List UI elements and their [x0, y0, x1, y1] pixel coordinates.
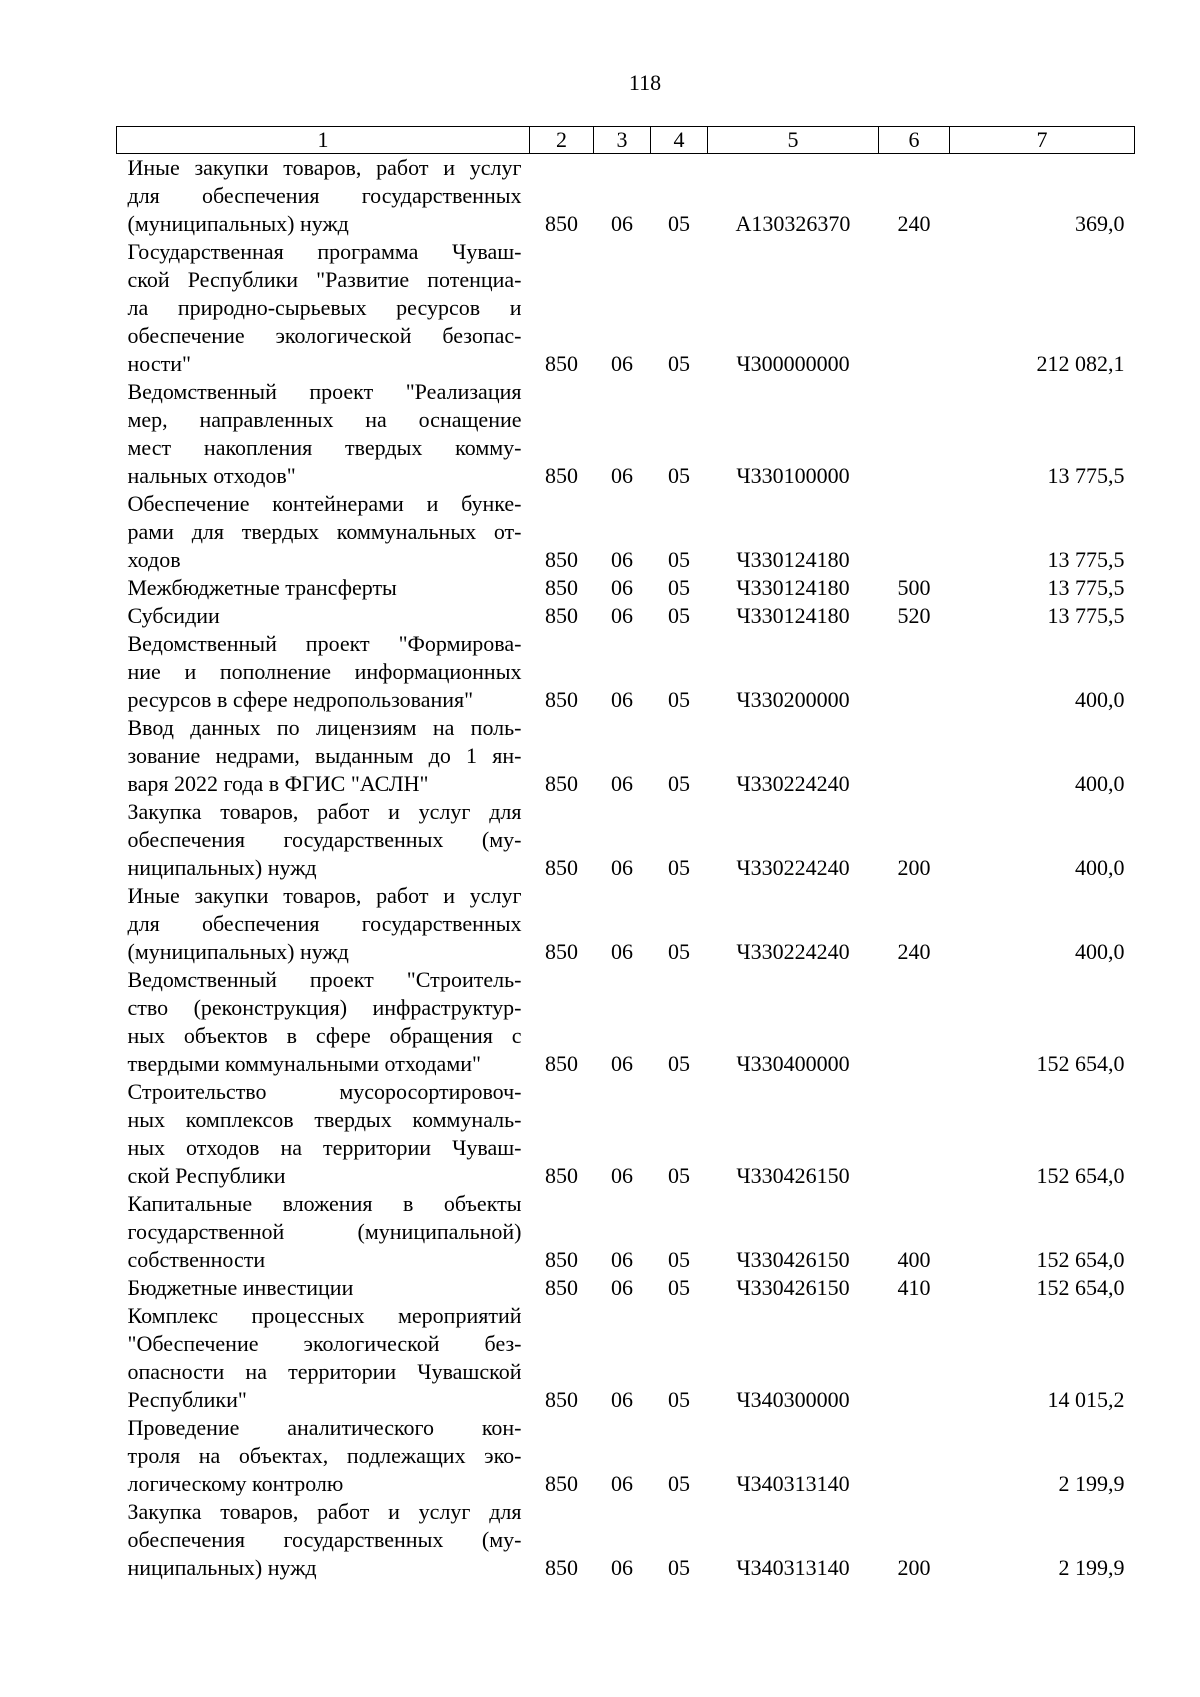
row-col-7-cell: 152 654,0	[1036, 1051, 1125, 1076]
row-col-6-cell	[879, 378, 950, 490]
row-col-6-cell: 240	[897, 939, 931, 964]
row-col-2-cell: 850	[545, 603, 578, 628]
row-col-5-cell: Ч330124180	[736, 603, 850, 628]
row-name-line: ных отходов на территории Чуваш-	[127, 1135, 522, 1160]
row-col-6-cell: 400	[897, 1247, 931, 1272]
row-col-3-cell: 06	[611, 687, 633, 712]
row-col-7-cell: 13 775,5	[1047, 603, 1125, 628]
header-cell-5: 5	[708, 127, 879, 154]
row-col-4-cell: 05	[668, 211, 690, 236]
row-col-4-cell: 05	[668, 1051, 690, 1076]
row-name-line: Комплекс процессных мероприятий	[127, 1303, 522, 1328]
row-col-2-cell: 850	[545, 1247, 578, 1272]
header-cell-1: 1	[117, 127, 530, 154]
row-name-line: Закупка товаров, работ и услуг для	[127, 1499, 522, 1524]
row-name-line: ресурсов в сфере недропользования"	[127, 687, 474, 712]
row-name-line: мест накопления твердых комму-	[127, 435, 522, 460]
row-name-line: варя 2022 года в ФГИС "АСЛН"	[127, 771, 429, 796]
row-col-3-cell: 06	[611, 1471, 633, 1496]
header-cell-7: 7	[950, 127, 1135, 154]
row-col-5-cell: Ч330124180	[736, 547, 850, 572]
row-col-6-cell: 200	[897, 1555, 931, 1580]
row-col-3-cell: 06	[611, 351, 633, 376]
row-name-line: Иные закупки товаров, работ и услуг	[127, 155, 522, 180]
table-body	[117, 154, 1135, 1583]
row-name-line: для обеспечения государственных	[127, 183, 522, 208]
row-col-7-cell: 212 082,1	[1036, 351, 1125, 376]
row-name-cell	[117, 1078, 530, 1190]
row-name-line: ние и пополнение информационных	[127, 659, 522, 684]
row-name-line: Обеспечение контейнерами и бунке-	[127, 491, 522, 516]
row-col-6-cell	[879, 714, 950, 798]
row-col-2-cell: 850	[545, 547, 578, 572]
row-name-line: ности"	[127, 351, 191, 376]
row-col-5-cell: Ч330224240	[736, 939, 850, 964]
row-col-5-cell: Ч330400000	[736, 1051, 850, 1076]
budget-table	[116, 126, 1135, 1582]
row-name-line: Межбюджетные трансферты	[127, 575, 397, 600]
table-row	[117, 1302, 1135, 1414]
row-name-line: для обеспечения государственных	[127, 911, 522, 936]
row-col-5-cell: Ч330426150	[736, 1163, 850, 1188]
table-row	[117, 602, 1135, 630]
row-name-line: Иные закупки товаров, работ и услуг	[127, 883, 522, 908]
row-name-cell	[117, 1302, 530, 1414]
row-name-line: Капитальные вложения в объекты	[127, 1191, 522, 1216]
row-name-line: обеспечения государственных (му-	[127, 1527, 522, 1552]
row-col-6-cell	[879, 1078, 950, 1190]
row-name-line: троля на объектах, подлежащих эко-	[127, 1443, 522, 1468]
row-col-3-cell: 06	[611, 547, 633, 572]
row-col-7-cell: 13 775,5	[1047, 547, 1125, 572]
row-col-4-cell: 05	[668, 771, 690, 796]
row-name-cell	[117, 1274, 530, 1302]
table-row	[117, 882, 1135, 966]
row-name-line: государственной (муниципальной)	[127, 1219, 522, 1244]
row-col-6-cell: 410	[897, 1275, 931, 1300]
row-name-line: Государственная программа Чуваш-	[127, 239, 522, 264]
row-col-2-cell: 850	[545, 1555, 578, 1580]
row-name-line: ство (реконструкция) инфраструктур-	[127, 995, 522, 1020]
table-row	[117, 378, 1135, 490]
row-name-line: обеспечения государственных (му-	[127, 827, 522, 852]
row-col-2-cell: 850	[545, 771, 578, 796]
row-name-line: мер, направленных на оснащение	[127, 407, 522, 432]
row-name-line: обеспечение экологической безопас-	[127, 323, 522, 348]
row-name-cell	[117, 714, 530, 798]
row-col-4-cell: 05	[668, 1275, 690, 1300]
header-cell-6: 6	[879, 127, 950, 154]
row-col-2-cell: 850	[545, 1387, 578, 1412]
row-col-7-cell: 152 654,0	[1036, 1163, 1125, 1188]
row-col-2-cell: 850	[545, 1275, 578, 1300]
row-name-line: ской Республики "Развитие потенциа-	[127, 267, 522, 292]
row-col-2-cell: 850	[545, 575, 578, 600]
row-name-cell	[117, 574, 530, 602]
row-col-3-cell: 06	[611, 771, 633, 796]
table-header	[117, 127, 1135, 154]
row-col-2-cell: 850	[545, 211, 578, 236]
row-col-4-cell: 05	[668, 547, 690, 572]
row-name-cell	[117, 154, 530, 239]
row-col-5-cell: Ч300000000	[736, 351, 850, 376]
row-col-2-cell: 850	[545, 351, 578, 376]
row-name-line: ходов	[127, 547, 181, 572]
row-col-2-cell: 850	[545, 463, 578, 488]
row-col-5-cell: Ч330100000	[736, 463, 850, 488]
row-col-5-cell: Ч330224240	[736, 855, 850, 880]
row-col-7-cell: 13 775,5	[1047, 575, 1125, 600]
table-row	[117, 798, 1135, 882]
row-col-7-cell: 152 654,0	[1036, 1275, 1125, 1300]
row-col-3-cell: 06	[611, 575, 633, 600]
table-row	[117, 1078, 1135, 1190]
row-col-4-cell: 05	[668, 1387, 690, 1412]
row-col-7-cell: 400,0	[1075, 771, 1125, 796]
row-col-3-cell: 06	[611, 603, 633, 628]
row-col-7-cell: 400,0	[1075, 855, 1125, 880]
row-name-cell	[117, 1190, 530, 1274]
row-col-5-cell: Ч330426150	[736, 1247, 850, 1272]
row-col-4-cell: 05	[668, 1163, 690, 1188]
row-name-cell	[117, 882, 530, 966]
row-col-6-cell	[879, 630, 950, 714]
row-name-cell	[117, 602, 530, 630]
row-name-line: Строительство мусоросортировоч-	[127, 1079, 522, 1104]
table-row	[117, 154, 1135, 239]
row-col-5-cell: Ч340300000	[736, 1387, 850, 1412]
row-name-cell	[117, 1414, 530, 1498]
row-col-6-cell: 500	[897, 575, 931, 600]
row-col-4-cell: 05	[668, 1247, 690, 1272]
row-col-2-cell: 850	[545, 939, 578, 964]
row-col-7-cell: 14 015,2	[1047, 1387, 1125, 1412]
table-row	[117, 1414, 1135, 1498]
row-col-2-cell: 850	[545, 1051, 578, 1076]
row-name-line: ных комплексов твердых коммуналь-	[127, 1107, 522, 1132]
row-name-line: (муниципальных) нужд	[127, 211, 349, 236]
row-col-2-cell: 850	[545, 1163, 578, 1188]
row-name-line: ных объектов в сфере обращения с	[127, 1023, 522, 1048]
row-col-3-cell: 06	[611, 855, 633, 880]
row-col-5-cell: Ч330426150	[736, 1275, 850, 1300]
row-name-line: Ведомственный проект "Реализация	[127, 379, 522, 404]
table-row	[117, 238, 1135, 378]
row-name-cell	[117, 966, 530, 1078]
row-col-4-cell: 05	[668, 603, 690, 628]
row-col-7-cell: 152 654,0	[1036, 1247, 1125, 1272]
table-row	[117, 490, 1135, 574]
row-col-4-cell: 05	[668, 687, 690, 712]
page-number: 118	[628, 70, 662, 95]
row-name-line: ниципальных) нужд	[127, 1555, 317, 1580]
row-name-line: ниципальных) нужд	[127, 855, 317, 880]
row-col-6-cell	[879, 1414, 950, 1498]
row-name-line: "Обеспечение экологической без-	[127, 1331, 522, 1356]
row-name-cell	[117, 238, 530, 378]
row-name-cell	[117, 378, 530, 490]
row-col-3-cell: 06	[611, 463, 633, 488]
row-col-4-cell: 05	[668, 1555, 690, 1580]
row-col-4-cell: 05	[668, 855, 690, 880]
row-name-line: Республики"	[127, 1387, 247, 1412]
row-col-4-cell: 05	[668, 939, 690, 964]
table-row	[117, 1274, 1135, 1302]
row-col-3-cell: 06	[611, 1051, 633, 1076]
row-name-line: (муниципальных) нужд	[127, 939, 349, 964]
row-name-line: твердыми коммунальными отходами"	[127, 1051, 481, 1076]
row-col-5-cell: Ч340313140	[736, 1471, 850, 1496]
row-col-6-cell: 240	[897, 211, 931, 236]
row-name-line: Субсидии	[127, 603, 220, 628]
row-col-3-cell: 06	[611, 1387, 633, 1412]
row-name-line: логическому контролю	[127, 1471, 344, 1496]
row-col-2-cell: 850	[545, 855, 578, 880]
row-name-line: Проведение аналитического кон-	[127, 1415, 522, 1440]
row-col-6-cell	[879, 238, 950, 378]
row-name-line: собственности	[127, 1247, 266, 1272]
table-row	[117, 630, 1135, 714]
row-col-4-cell: 05	[668, 351, 690, 376]
row-col-4-cell: 05	[668, 463, 690, 488]
row-col-5-cell: Ч340313140	[736, 1555, 850, 1580]
table-row	[117, 714, 1135, 798]
row-name-cell	[117, 490, 530, 574]
row-col-4-cell: 05	[668, 1471, 690, 1496]
row-col-7-cell: 2 199,9	[1058, 1471, 1125, 1496]
row-col-5-cell: Ч330124180	[736, 575, 850, 600]
row-name-line: Ввод данных по лицензиям на поль-	[127, 715, 522, 740]
row-col-2-cell: 850	[545, 1471, 578, 1496]
header-cell-2: 2	[530, 127, 594, 154]
table-row	[117, 574, 1135, 602]
row-col-2-cell: 850	[545, 687, 578, 712]
row-col-5-cell: Ч330224240	[736, 771, 850, 796]
row-col-3-cell: 06	[611, 211, 633, 236]
table-row	[117, 1498, 1135, 1582]
row-col-7-cell: 2 199,9	[1058, 1555, 1125, 1580]
row-name-line: рами для твердых коммунальных от-	[127, 519, 522, 544]
row-name-line: ла природно-сырьевых ресурсов и	[127, 295, 522, 320]
row-col-5-cell: Ч330200000	[736, 687, 850, 712]
header-cell-4: 4	[651, 127, 708, 154]
row-col-3-cell: 06	[611, 1555, 633, 1580]
row-col-5-cell: А130326370	[735, 211, 851, 236]
row-col-3-cell: 06	[611, 1247, 633, 1272]
row-col-3-cell: 06	[611, 1275, 633, 1300]
row-name-cell	[117, 630, 530, 714]
header-cell-3: 3	[594, 127, 651, 154]
table-row	[117, 966, 1135, 1078]
row-col-7-cell: 400,0	[1075, 687, 1125, 712]
row-name-line: Ведомственный проект "Формирова-	[127, 631, 522, 656]
table-row	[117, 1190, 1135, 1274]
row-name-line: ской Республики	[127, 1163, 286, 1188]
row-col-6-cell	[879, 490, 950, 574]
row-col-7-cell: 369,0	[1075, 211, 1125, 236]
row-col-7-cell: 400,0	[1075, 939, 1125, 964]
row-col-3-cell: 06	[611, 939, 633, 964]
row-col-3-cell: 06	[611, 1163, 633, 1188]
row-col-6-cell: 200	[897, 855, 931, 880]
row-name-line: нальных отходов"	[127, 463, 296, 488]
row-col-7-cell: 13 775,5	[1047, 463, 1125, 488]
row-name-line: опасности на территории Чувашской	[127, 1359, 522, 1384]
row-name-line: Ведомственный проект "Строитель-	[127, 967, 522, 992]
row-name-line: Закупка товаров, работ и услуг для	[127, 799, 522, 824]
row-name-cell	[117, 1498, 530, 1582]
row-name-line: Бюджетные инвестиции	[127, 1275, 354, 1300]
header-row	[117, 127, 1135, 154]
row-col-6-cell	[879, 1302, 950, 1414]
row-col-6-cell	[879, 966, 950, 1078]
row-name-cell	[117, 798, 530, 882]
row-col-4-cell: 05	[668, 575, 690, 600]
row-name-line: зование недрами, выданным до 1 ян-	[127, 743, 522, 768]
row-col-6-cell: 520	[897, 603, 931, 628]
